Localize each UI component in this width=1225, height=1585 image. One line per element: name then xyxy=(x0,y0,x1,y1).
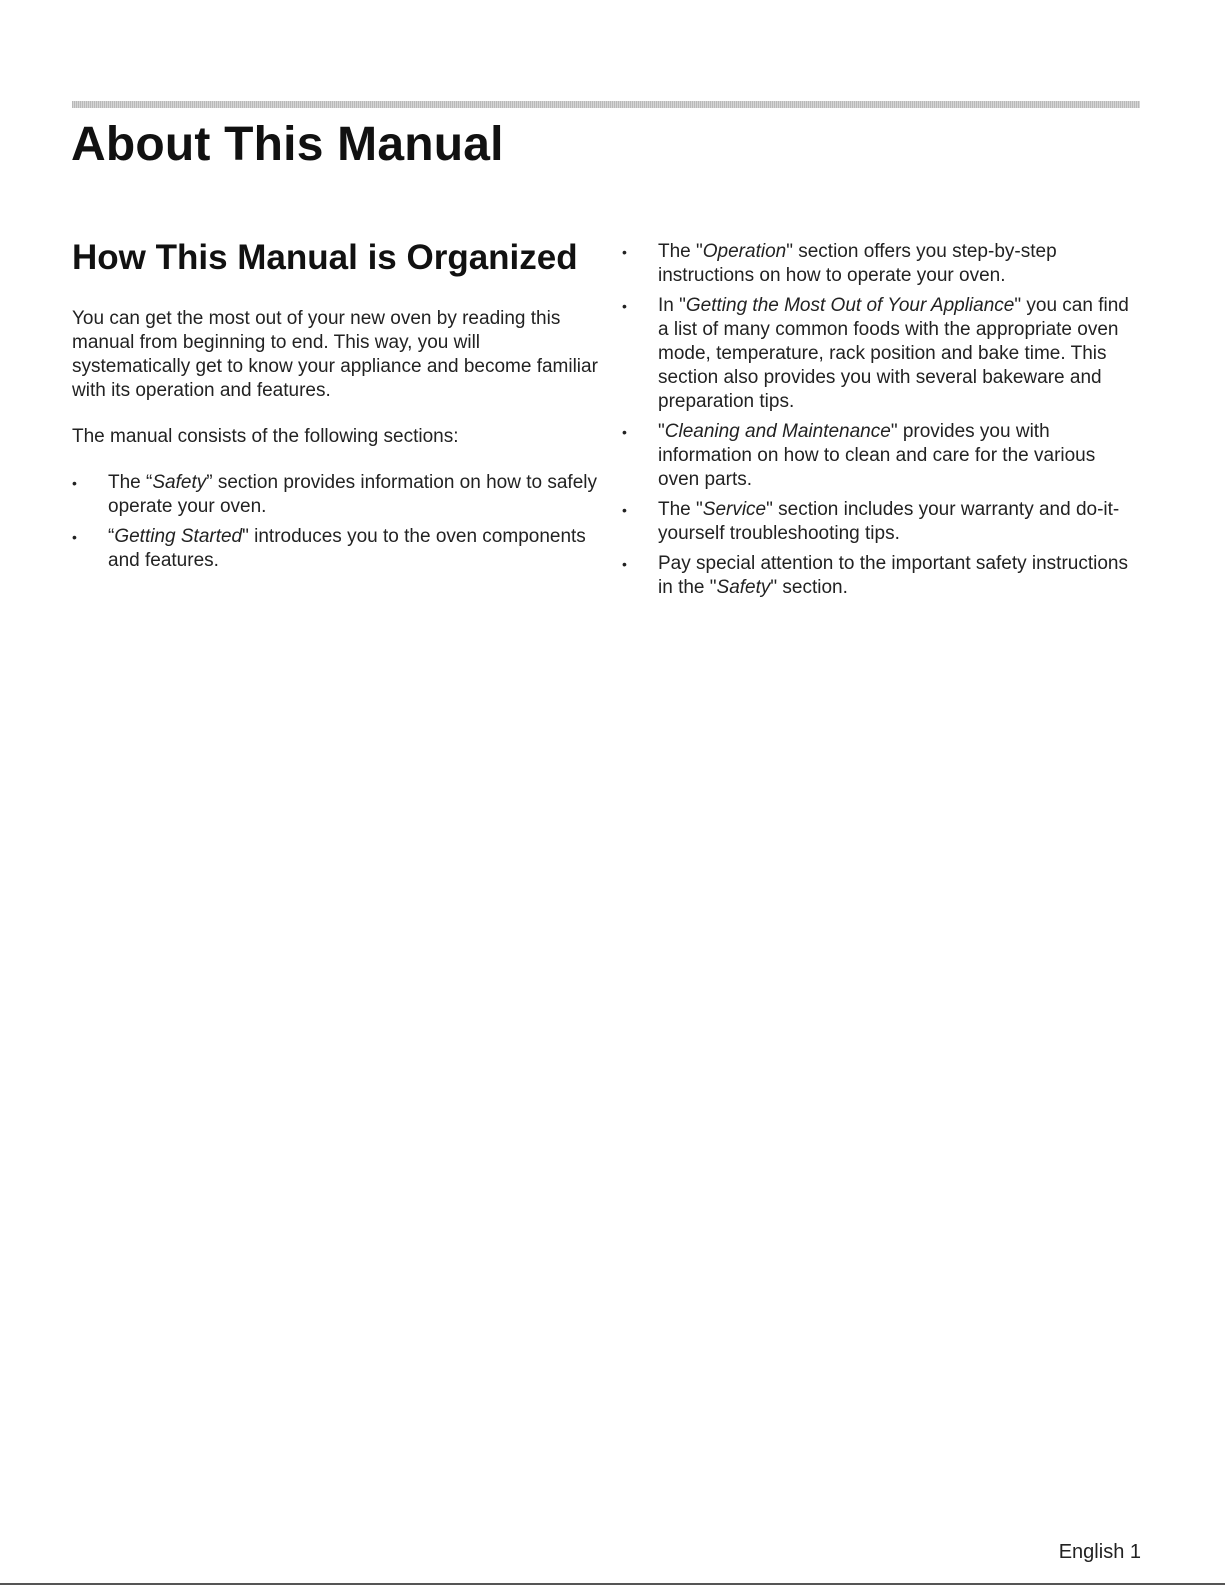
bullet-icon: • xyxy=(622,424,627,440)
bullet-icon: • xyxy=(622,244,627,260)
left-column xyxy=(72,307,602,579)
right-column xyxy=(622,240,1132,606)
list-item-service: • The "Service" section includes your warranty and do-it-yourself troubleshooting tips. xyxy=(622,499,1120,544)
page-title: About This Manual xyxy=(71,118,504,171)
list-item-getting-started: • “Getting Started" introduces you to the oven components and features. xyxy=(72,526,586,571)
section-list-right xyxy=(622,240,1132,600)
section-heading: How This Manual is Organized xyxy=(72,238,578,277)
list-item-getting-the-most: • In "Getting the Most Out of Your Appliance" you can find a list of many common foods with the appropriate oven mode, temperature, rack position and bake time. This section also provides you with several bakeware and preparation tips. xyxy=(622,295,1129,412)
sections-intro-paragraph: The manual consists of the following sections: xyxy=(72,426,459,447)
list-item-cleaning: • "Cleaning and Maintenance" provides you with information on how to clean and care for the various oven parts. xyxy=(622,421,1096,490)
bullet-icon: • xyxy=(72,475,77,491)
list-item-safety-attention: • Pay special attention to the important safety instructions in the "Safety" section. xyxy=(622,553,1128,598)
title-rule xyxy=(72,101,1140,108)
list-item-operation: • The "Operation" section offers you step-by-step instructions on how to operate your oven. xyxy=(622,241,1057,286)
bullet-icon: • xyxy=(622,556,627,572)
list-item-safety: • The “Safety” section provides information on how to safely operate your oven. xyxy=(72,472,597,517)
intro-paragraph: You can get the most out of your new oven by reading this manual from beginning to end. This way, you will systematically get to know your appliance and become familiar with its operation and features. xyxy=(72,308,598,401)
page-footer: English 1 xyxy=(1058,1541,1141,1563)
bullet-icon: • xyxy=(72,529,77,545)
bullet-icon: • xyxy=(622,298,627,314)
section-list-left xyxy=(72,471,602,573)
bullet-icon: • xyxy=(622,502,627,518)
